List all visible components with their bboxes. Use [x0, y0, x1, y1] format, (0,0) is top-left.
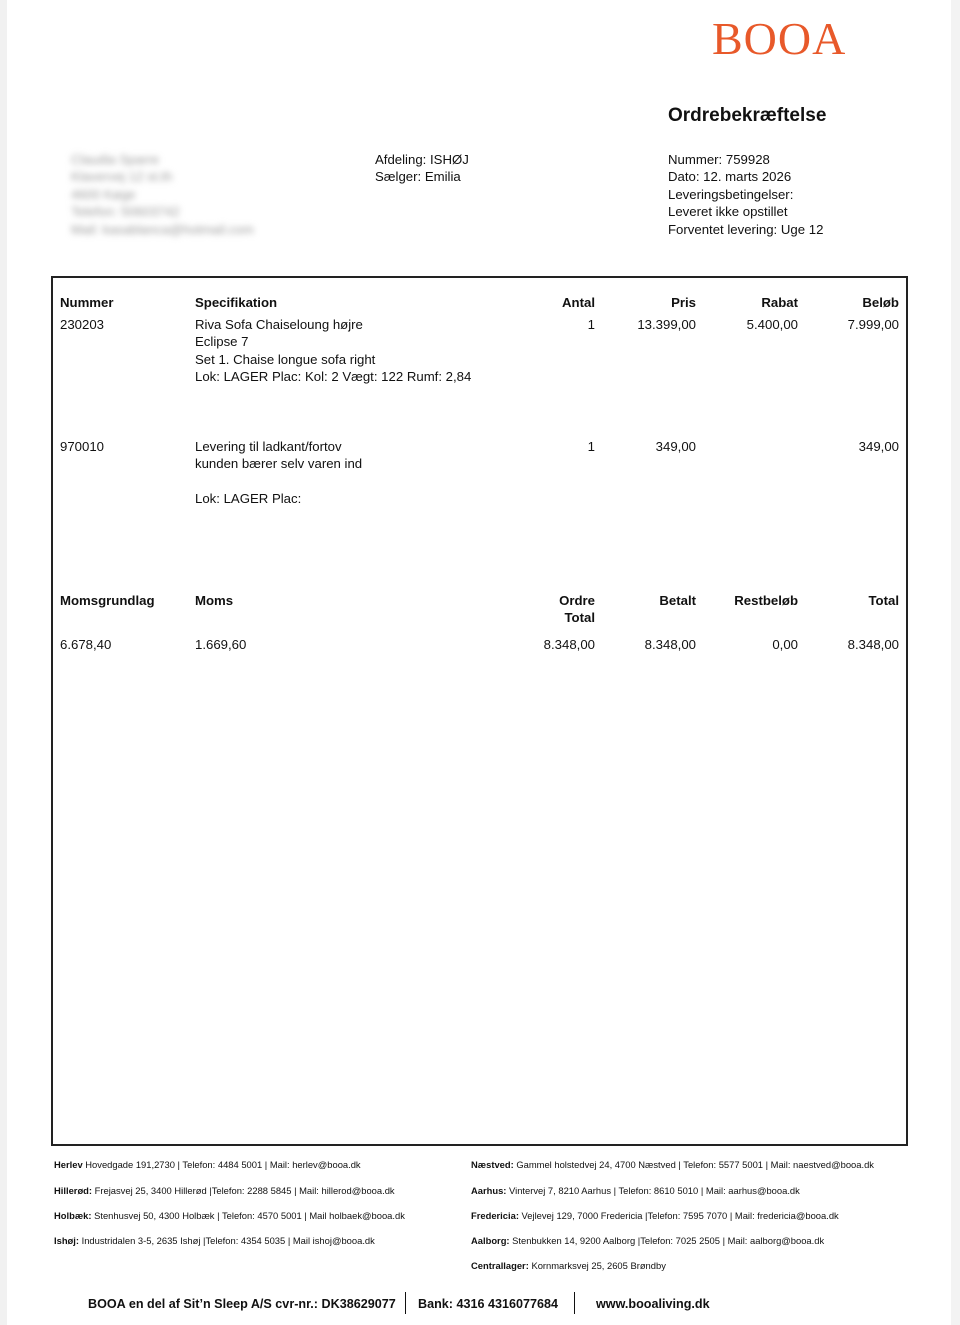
order-number: Nummer: 759928: [668, 152, 770, 167]
divider: [405, 1292, 406, 1314]
row-antal: 1: [587, 439, 595, 454]
divider: [574, 1292, 575, 1314]
order-date: Dato: 12. marts 2026: [668, 169, 792, 185]
row-belob: 349,00: [858, 439, 899, 454]
header-pris: Pris: [671, 295, 696, 310]
customer-address-block: [71, 151, 254, 238]
order-meta-block: [668, 151, 823, 238]
header-betalt: Betalt: [659, 593, 696, 608]
row-spec-line: Lok: LAGER Plac: Kol: 2 Vægt: 122 Rumf: 2,84: [195, 369, 472, 384]
row-rabat: 5.400,00: [746, 317, 798, 332]
row-spec-line: kunden bærer selv varen ind: [195, 456, 363, 471]
header-belob: Beløb: [862, 295, 899, 310]
row-belob: 7.999,00: [847, 317, 899, 332]
booa-logo: BOOA: [712, 13, 847, 64]
store-fredericia: Fredericia: Vejlevej 129, 7000 Fredericia |Telefon: 7595 7070 | Mail: fredericia@booa.dk: [471, 1210, 839, 1221]
department-block: [375, 151, 469, 186]
header-nummer: Nummer: [60, 295, 114, 310]
value-betalt: 8.348,00: [644, 637, 696, 652]
row-spec-line: Riva Sofa Chaiseloung højre: [195, 317, 363, 332]
customer-street: Klavervej 12 st.th: [71, 169, 173, 185]
value-ordre-total: 8.348,00: [543, 637, 595, 652]
row-nummer: 230203: [60, 317, 105, 332]
value-restbelob: 0,00: [772, 637, 798, 652]
company-info: BOOA en del af Sit’n Sleep A/S cvr-nr.: DK38629077: [88, 1297, 396, 1311]
order-table-frame: [51, 276, 908, 1146]
header-restbelob: Restbeløb: [734, 593, 798, 608]
customer-mail: Mail: kasablanca@hotmail.com: [71, 221, 254, 237]
header-moms: Moms: [195, 593, 234, 608]
customer-phone: Telefon: 50603742: [71, 204, 180, 220]
value-total: 8.348,00: [847, 637, 899, 652]
row-spec-line: Eclipse 7: [195, 334, 249, 349]
afdeling: Afdeling: ISHØJ: [375, 152, 469, 167]
customer-name: Claudia Sparre: [71, 152, 159, 167]
header-momsgrundlag: Momsgrundlag: [60, 593, 155, 608]
store-hillerod: Hillerød: Frejasvej 25, 3400 Hillerød |Telefon: 2288 5845 | Mail: hillerod@booa.dk: [54, 1185, 395, 1196]
value-momsgrundlag: 6.678,40: [60, 637, 112, 652]
row-nummer: 970010: [60, 439, 105, 454]
row-pris: 349,00: [655, 439, 696, 454]
store-centrallager: Centrallager: Kornmarksvej 25, 2605 Brøndby: [471, 1260, 666, 1271]
page-right-edge: [951, 0, 960, 1325]
website-link[interactable]: www.booaliving.dk: [596, 1297, 710, 1311]
saelger: Sælger: Emilia: [375, 169, 461, 185]
delivery-terms-label: Leveringsbetingelser:: [668, 186, 794, 202]
store-naestved: Næstved: Gammel holstedvej 24, 4700 Næstved | Telefon: 5577 5001 | Mail: naestved@booa.dk: [471, 1159, 874, 1170]
store-ishoj: Ishøj: Industridalen 3-5, 2635 Ishøj |Telefon: 4354 5035 | Mail ishoj@booa.dk: [54, 1235, 375, 1246]
store-aalborg: Aalborg: Stenbukken 14, 9200 Aalborg |Telefon: 7025 2505 | Mail: aalborg@booa.dk: [471, 1235, 825, 1246]
store-holbaek: Holbæk: Stenhusvej 50, 4300 Holbæk | Telefon: 4570 5001 | Mail holbaek@booa.dk: [54, 1210, 405, 1221]
row-spec-line: Lok: LAGER Plac:: [195, 491, 302, 506]
bank-info: Bank: 4316 4316077684: [418, 1297, 559, 1311]
row-antal: 1: [587, 317, 595, 332]
store-herlev: Herlev Hovedgade 191,2730 | Telefon: 4484 5001 | Mail: herlev@booa.dk: [54, 1159, 361, 1170]
customer-city: 4600 Køge: [71, 186, 136, 202]
document-title: Ordrebekræftelse: [668, 105, 827, 126]
row-spec-line: Levering til ladkant/fortov: [195, 439, 342, 454]
expected-delivery: Forventet levering: Uge 12: [668, 221, 824, 237]
header-rabat: Rabat: [761, 295, 798, 310]
header-ordre-total: Total: [564, 610, 595, 625]
page-left-edge: [0, 0, 7, 1325]
row-pris: 13.399,00: [637, 317, 696, 332]
header-antal: Antal: [562, 295, 595, 310]
header-total: Total: [868, 593, 899, 608]
delivery-terms-value: Leveret ikke opstillet: [668, 204, 788, 220]
header-ordre: Ordre: [559, 593, 595, 608]
value-moms: 1.669,60: [195, 637, 247, 652]
store-aarhus: Aarhus: Vintervej 7, 8210 Aarhus | Telefon: 8610 5010 | Mail: aarhus@booa.dk: [471, 1185, 800, 1196]
header-specifikation: Specifikation: [195, 295, 278, 310]
row-spec-line: Set 1. Chaise longue sofa right: [195, 352, 376, 367]
